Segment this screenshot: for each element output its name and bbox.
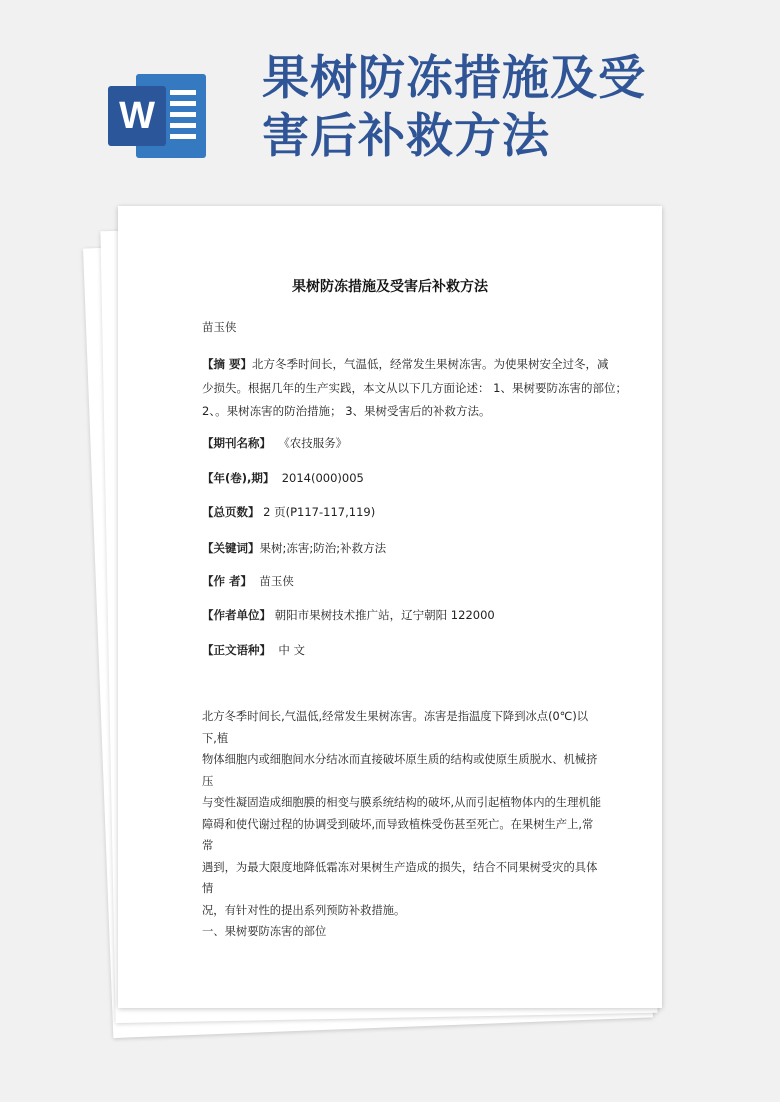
body-line: 物体细胞内或细胞间水分结冰而直接破坏原生质的结构或使原生质脱水、机械挤压 — [202, 753, 598, 788]
author-line: 苗玉侠 — [202, 320, 237, 334]
abstract-text-1: 北方冬季时间长，气温低，经常发生果树冻害。为使果树安全过冬，减 — [252, 357, 609, 371]
affiliation-value: 朝阳市果树技术推广站，辽宁朝阳 122000 — [274, 608, 495, 622]
issue-value: 2014(000)005 — [281, 471, 364, 485]
body-line: 障碍和使代谢过程的协调受到破坏,而导致植株受伤甚至死亡。在果树生产上,常常 — [202, 817, 594, 852]
section-heading: 一、果树要防冻害的部位 — [202, 925, 327, 938]
body-text — [202, 706, 602, 943]
language-value: 中 文 — [278, 643, 305, 657]
issue-field — [202, 470, 364, 486]
word-document-icon — [108, 68, 210, 164]
abstract-line-2: 少损失。根据几年的生产实践，本文从以下几方面论述： 1、果树要防冻害的部位； — [202, 381, 627, 395]
abstract-label: 【摘 要】 — [202, 357, 253, 371]
author-value: 苗玉侠 — [259, 574, 294, 588]
affiliation-label: 【作者单位】 — [202, 608, 271, 622]
abstract-line-3: 2、。果树冻害的防治措施； 3、果树受害后的补救方法。 — [202, 404, 491, 418]
pages-value: 2 页(P117-117,119) — [263, 505, 376, 519]
author-field — [202, 573, 294, 589]
issue-label: 【年(卷),期】 — [202, 471, 275, 485]
author-label: 【作 者】 — [202, 574, 253, 588]
body-line: 况，有针对性的提出系列预防补救措施。 — [202, 903, 406, 917]
banner-title-line1: 果树防冻措施及受 — [262, 51, 646, 106]
svg-text:W: W — [119, 95, 155, 137]
keywords-value: 果树;冻害;防治;补救方法 — [259, 541, 387, 555]
keywords-label: 【关键词】 — [202, 541, 260, 555]
pages-label: 【总页数】 — [202, 505, 260, 519]
document-page — [118, 206, 662, 1008]
abstract-line-1 — [202, 356, 609, 372]
body-line: 北方冬季时间长,气温低,经常发生果树冻害。冻害是指温度下降到冰点(0℃)以下,植 — [202, 710, 589, 745]
journal-field — [202, 435, 347, 451]
affiliation-field — [202, 607, 495, 623]
banner-title-line2: 害后补救方法 — [262, 109, 550, 164]
body-line: 遇到，为最大限度地降低霜冻对果树生产造成的损失，结合不同果树受灾的具体情 — [202, 860, 598, 895]
banner — [0, 0, 780, 200]
document-title: 果树防冻措施及受害后补救方法 — [292, 279, 488, 295]
banner-title — [262, 50, 762, 166]
journal-label: 【期刊名称】 — [202, 436, 271, 450]
pages-field — [202, 504, 375, 520]
language-label: 【正文语种】 — [202, 643, 271, 657]
body-line: 与变性凝固造成细胞膜的相变与膜系统结构的破坏,从而引起植物体内的生理机能 — [202, 796, 601, 809]
language-field — [202, 642, 305, 658]
keywords-field — [202, 540, 386, 556]
journal-value: 《农技服务》 — [278, 436, 348, 450]
